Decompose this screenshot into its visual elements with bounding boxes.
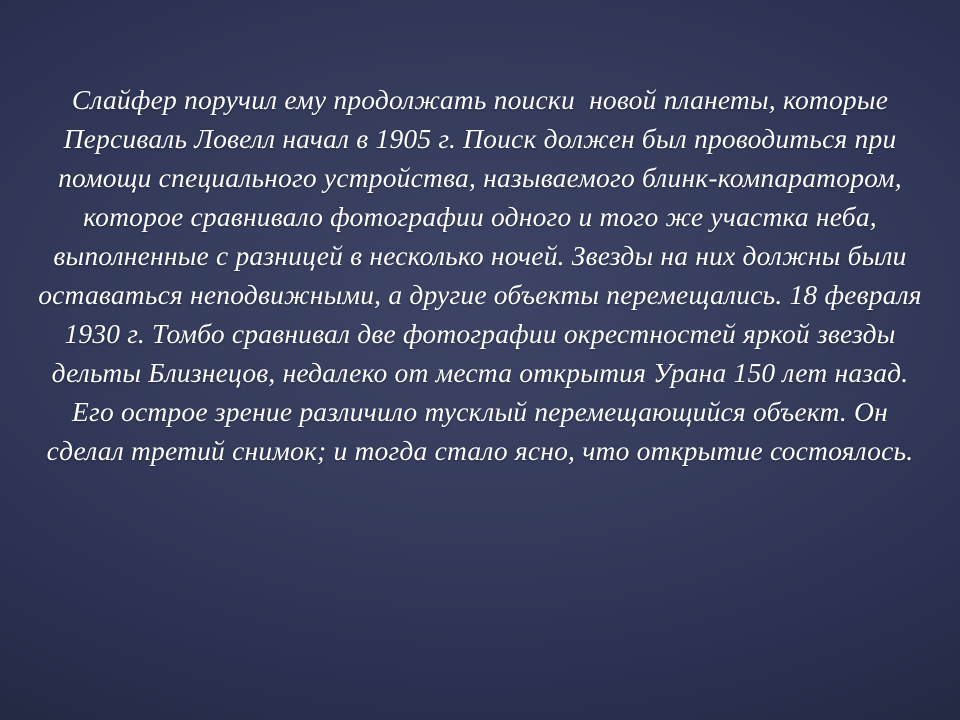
slide-body-text: Слайфер поручил ему продолжать поиски новой планеты, которые Персиваль Ловелл начал в 1905 г. Поиск должен был проводиться при помощи специального устройства, называемого блинк-компаратором, которое сравнивало фотографии одного и того же участка неба, выполненные с разницей в несколько ночей. Звезды на них должны были оставаться неподвижными, а другие объекты перемещались. 18 февраля 1930 г. Томбо сравнивал две фотографии окрестностей яркой звезды дельты Близнецов, недалеко от места открытия Урана 150 лет назад. Его острое зрение различило тусклый перемещающийся объект. Он сделал третий снимок; и тогда стало ясно, что открытие состоялось. — [38, 84, 929, 467]
slide-content-placeholder — [30, 80, 930, 620]
